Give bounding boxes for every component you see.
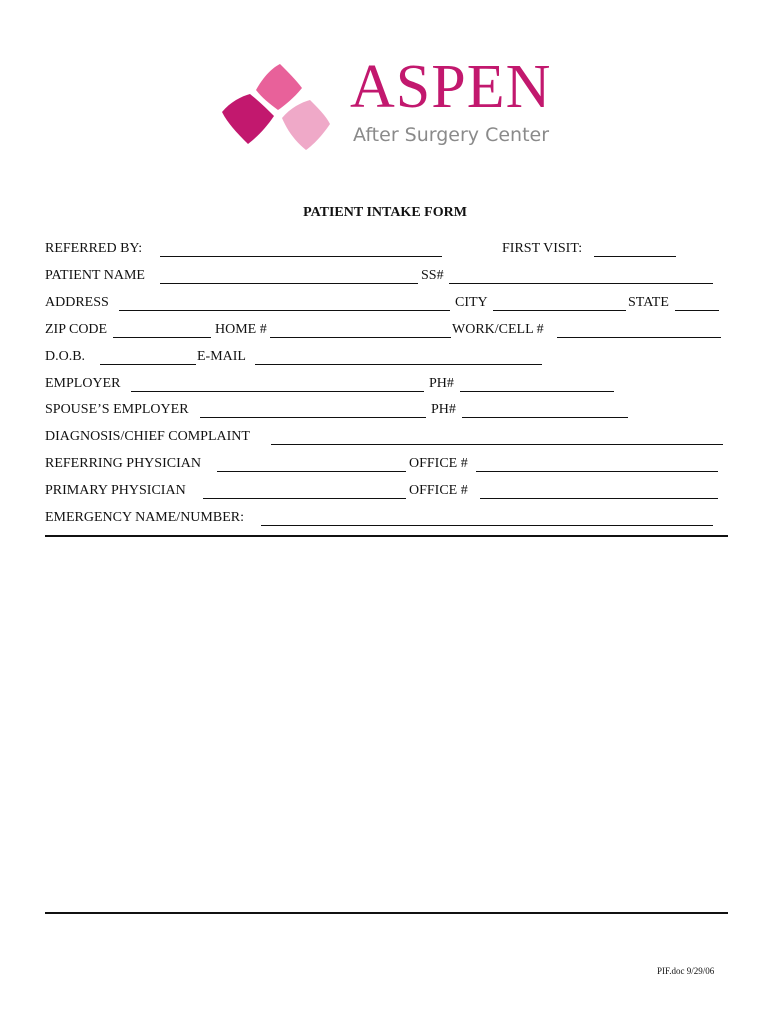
employer-ph-label: PH# bbox=[429, 376, 454, 391]
city-field[interactable] bbox=[493, 310, 626, 311]
home-label: HOME # bbox=[215, 322, 267, 337]
row-spouse-employer bbox=[45, 402, 735, 422]
row-address bbox=[45, 295, 735, 315]
diagnosis-label: DIAGNOSIS/CHIEF COMPLAINT bbox=[45, 429, 250, 444]
brand-name: ASPEN bbox=[350, 53, 552, 121]
row-emergency bbox=[45, 510, 735, 530]
city-label: CITY bbox=[455, 295, 488, 310]
petal-mark-icon bbox=[218, 58, 348, 158]
row-referred-by bbox=[45, 241, 735, 261]
emergency-field[interactable] bbox=[261, 525, 713, 526]
spouse-ph-label: PH# bbox=[431, 402, 456, 417]
row-patient-name bbox=[45, 268, 735, 288]
petal-right bbox=[282, 100, 330, 150]
dob-field[interactable] bbox=[100, 364, 196, 365]
petal-top bbox=[256, 64, 302, 110]
dob-label: D.O.B. bbox=[45, 349, 86, 364]
work-cell-field[interactable] bbox=[557, 337, 721, 338]
petal-left bbox=[222, 94, 274, 144]
spouse-employer-field[interactable] bbox=[200, 417, 426, 418]
primary-physician-label: PRIMARY PHYSICIAN bbox=[45, 483, 186, 498]
row-primary-physician bbox=[45, 483, 735, 503]
diagnosis-field[interactable] bbox=[271, 444, 723, 445]
spouse-ph-field[interactable] bbox=[462, 417, 628, 418]
address-label: ADDRESS bbox=[45, 295, 109, 310]
row-referring-physician bbox=[45, 456, 735, 476]
office2-field[interactable] bbox=[480, 498, 718, 499]
primary-physician-field[interactable] bbox=[203, 498, 406, 499]
first-visit-field[interactable] bbox=[594, 256, 676, 257]
employer-label: EMPLOYER bbox=[45, 376, 121, 391]
patient-name-field[interactable] bbox=[160, 283, 418, 284]
aspen-logo bbox=[218, 53, 563, 158]
row-zip-home-work bbox=[45, 322, 735, 342]
employer-field[interactable] bbox=[131, 391, 424, 392]
email-label: E-MAIL bbox=[197, 349, 246, 364]
row-dob-email bbox=[45, 349, 735, 369]
office2-label: OFFICE # bbox=[409, 483, 468, 498]
row-employer bbox=[45, 376, 735, 396]
office1-field[interactable] bbox=[476, 471, 718, 472]
referring-physician-field[interactable] bbox=[217, 471, 406, 472]
patient-name-label: PATIENT NAME bbox=[45, 268, 145, 283]
referring-physician-label: REFERRING PHYSICIAN bbox=[45, 456, 201, 471]
ss-label: SS# bbox=[421, 268, 444, 283]
form-title: PATIENT INTAKE FORM bbox=[303, 205, 467, 220]
emergency-label: EMERGENCY NAME/NUMBER: bbox=[45, 510, 244, 525]
top-divider bbox=[45, 535, 728, 537]
home-field[interactable] bbox=[270, 337, 451, 338]
referred-by-field[interactable] bbox=[160, 256, 442, 257]
first-visit-label: FIRST VISIT: bbox=[502, 241, 583, 256]
row-diagnosis bbox=[45, 429, 735, 449]
zip-label: ZIP CODE bbox=[45, 322, 108, 337]
state-field[interactable] bbox=[675, 310, 719, 311]
state-label: STATE bbox=[628, 295, 669, 310]
zip-field[interactable] bbox=[113, 337, 211, 338]
document-reference: PIF.doc 9/29/06 bbox=[657, 966, 715, 976]
address-field[interactable] bbox=[119, 310, 450, 311]
spouse-employer-label: SPOUSE’S EMPLOYER bbox=[45, 402, 189, 417]
employer-ph-field[interactable] bbox=[460, 391, 614, 392]
referred-by-label: REFERRED BY: bbox=[45, 241, 143, 256]
bottom-divider bbox=[45, 912, 728, 914]
work-cell-label: WORK/CELL # bbox=[452, 322, 544, 337]
brand-subtitle: After Surgery Center bbox=[353, 124, 550, 146]
office1-label: OFFICE # bbox=[409, 456, 468, 471]
ss-field[interactable] bbox=[449, 283, 713, 284]
email-field[interactable] bbox=[255, 364, 542, 365]
